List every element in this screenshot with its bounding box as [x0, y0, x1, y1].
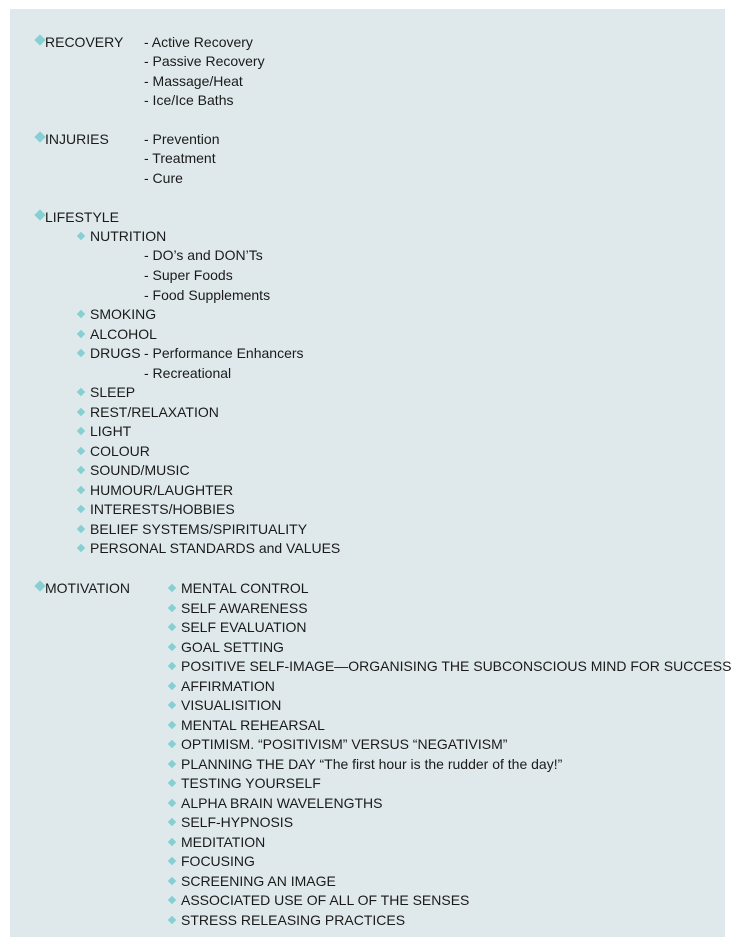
document-panel	[10, 9, 732, 937]
section-heading-injuries: INJURIES	[45, 131, 109, 147]
list-item: LIGHT	[90, 423, 132, 439]
diamond-bullet-icon	[168, 818, 176, 826]
list-item: HUMOUR/LAUGHTER	[90, 481, 234, 498]
list-item: OPTIMISM. “POSITIVISM” VERSUS “NEGATIVISM”	[181, 736, 508, 752]
diamond-bullet-icon	[168, 720, 176, 728]
diamond-bullet-icon	[77, 446, 85, 454]
list-item: MENTAL CONTROL	[181, 580, 309, 596]
diamond-bullet-icon	[34, 209, 45, 220]
list-item: REST/RELAXATION	[90, 403, 219, 420]
list-item: - Food Supplements	[144, 287, 271, 303]
diamond-bullet-icon	[168, 915, 176, 923]
list-item: - Cure	[144, 170, 183, 186]
list-item: STRESS RELEASING PRACTICES	[181, 911, 406, 928]
diamond-bullet-icon	[168, 857, 176, 865]
list-item: - Recreational	[144, 365, 232, 381]
list-item: SMOKING	[90, 306, 157, 322]
diamond-bullet-icon	[77, 427, 85, 435]
list-item: SCREENING AN IMAGE	[181, 872, 336, 889]
diamond-bullet-icon	[77, 330, 85, 338]
list-item: TESTING YOURSELF	[181, 775, 321, 791]
diamond-bullet-icon	[168, 798, 176, 806]
diamond-bullet-icon	[168, 584, 176, 592]
section-heading-motivation: MOTIVATION	[45, 580, 131, 596]
diamond-bullet-icon	[77, 407, 85, 415]
list-item: AFFIRMATION	[181, 677, 275, 694]
list-item: - DO’s and DON’Ts	[144, 247, 263, 263]
list-item: VISUALISITION	[181, 697, 282, 713]
diamond-bullet-icon	[168, 837, 176, 845]
diamond-bullet-icon	[77, 524, 85, 532]
list-item: MEDITATION	[181, 833, 266, 850]
list-item: - Ice/Ice Baths	[144, 92, 234, 108]
diamond-bullet-icon	[168, 759, 176, 767]
list-item: POSITIVE SELF-IMAGE—ORGANISING THE SUBCONSCIOUS MIND FOR SUCCESS	[181, 658, 732, 674]
list-item: COLOUR	[90, 442, 150, 459]
list-item: BELIEF SYSTEMS/SPIRITUALITY	[90, 520, 308, 537]
diamond-bullet-icon	[77, 544, 85, 552]
list-item: ALCOHOL	[90, 326, 157, 342]
list-item: DRUGS	[90, 345, 141, 361]
list-item: SELF EVALUATION	[181, 619, 307, 635]
list-item: PLANNING THE DAY “The first hour is the rudder of the day!”	[181, 755, 563, 772]
list-item: SOUND/MUSIC	[90, 462, 190, 478]
list-item: FOCUSING	[181, 853, 255, 869]
diamond-bullet-icon	[77, 505, 85, 513]
list-item: - Active Recovery	[144, 34, 253, 50]
diamond-bullet-icon	[168, 779, 176, 787]
list-item: - Performance Enhancers	[144, 345, 304, 361]
diamond-bullet-icon	[168, 740, 176, 748]
list-item: ASSOCIATED USE OF ALL OF THE SENSES	[181, 892, 470, 908]
list-item: SELF AWARENESS	[181, 599, 308, 616]
diamond-bullet-icon	[77, 349, 85, 357]
diamond-bullet-icon	[168, 896, 176, 904]
diamond-bullet-icon	[168, 681, 176, 689]
diamond-bullet-icon	[77, 232, 85, 240]
diamond-bullet-icon	[168, 701, 176, 709]
list-item: - Super Foods	[144, 267, 233, 283]
diamond-bullet-icon	[77, 310, 85, 318]
list-item: - Treatment	[144, 150, 216, 166]
list-item: NUTRITION	[90, 228, 167, 244]
list-item: INTERESTS/HOBBIES	[90, 501, 235, 517]
list-item: - Massage/Heat	[144, 73, 243, 89]
list-item: MENTAL REHEARSAL	[181, 716, 325, 733]
diamond-bullet-icon	[168, 876, 176, 884]
diamond-bullet-icon	[168, 603, 176, 611]
list-item: ALPHA BRAIN WAVELENGTHS	[181, 794, 383, 811]
diamond-bullet-icon	[77, 388, 85, 396]
diamond-bullet-icon	[34, 34, 45, 45]
list-item: GOAL SETTING	[181, 638, 284, 655]
diamond-bullet-icon	[34, 580, 45, 591]
list-item: - Passive Recovery	[144, 53, 265, 69]
list-item: PERSONAL STANDARDS and VALUES	[90, 540, 341, 556]
diamond-bullet-icon	[168, 662, 176, 670]
diamond-bullet-icon	[77, 466, 85, 474]
list-item: SELF-HYPNOSIS	[181, 814, 294, 830]
diamond-bullet-icon	[34, 131, 45, 142]
section-heading-lifestyle: LIFESTYLE	[45, 209, 119, 225]
diamond-bullet-icon	[77, 485, 85, 493]
list-item: - Prevention	[144, 131, 220, 147]
list-item: SLEEP	[90, 384, 136, 400]
diamond-bullet-icon	[168, 623, 176, 631]
section-heading-recovery: RECOVERY	[45, 34, 124, 50]
diamond-bullet-icon	[168, 642, 176, 650]
